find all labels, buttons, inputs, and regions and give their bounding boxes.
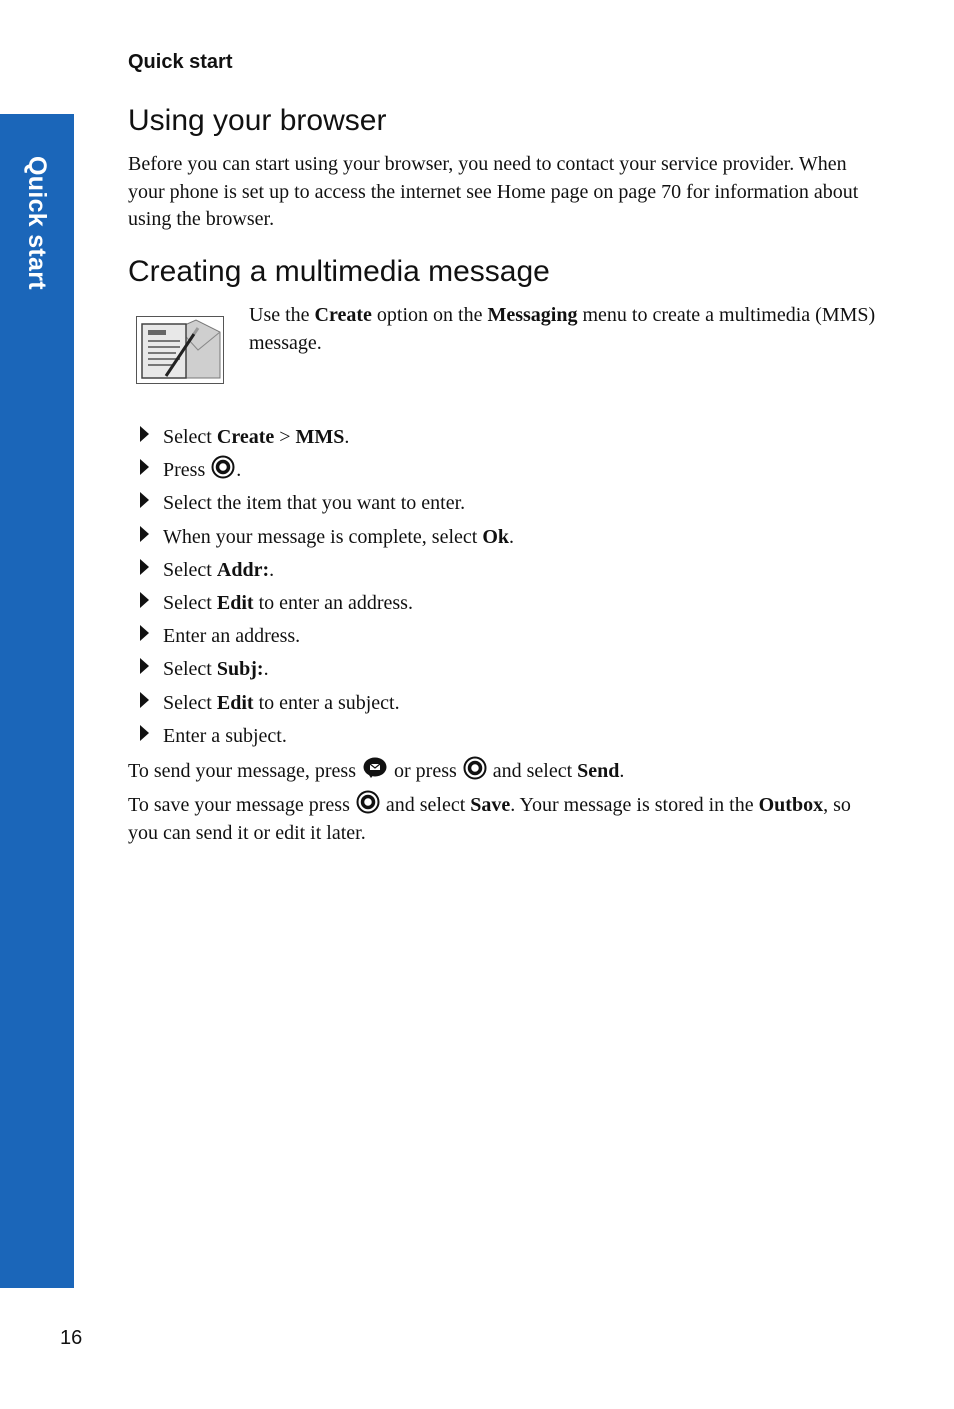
intro-create: Create	[314, 304, 372, 326]
heading-creating-mms: Creating a multimedia message	[128, 255, 550, 288]
list-item: Select Edit to enter an address.	[128, 587, 514, 620]
list-item: Enter a subject.	[128, 720, 514, 753]
list-item: Select Create > MMS.	[128, 421, 514, 454]
list-item: Select Edit to enter a subject.	[128, 687, 514, 720]
sidebar-label: Quick start	[23, 156, 51, 290]
browser-paragraph: Before you can start using your browser, you need to contact your service provider. When your phone is set up to access the internet see Home page on page 70 for information about using the browser.	[128, 153, 859, 230]
bullet-arrow-icon	[140, 725, 149, 741]
list-item: Enter an address.	[128, 620, 514, 653]
bullet-arrow-icon	[140, 592, 149, 608]
bullet-arrow-icon	[140, 426, 149, 442]
list-item: When your message is complete, select Ok.	[128, 521, 514, 554]
list-item: Press .	[128, 454, 514, 487]
running-header: Quick start	[128, 51, 233, 73]
step-list	[128, 421, 514, 753]
save-paragraph: To save your message press and select Save. Your message is stored in the Outbox, so you can send it or edit it later.	[128, 790, 878, 847]
nav-key-icon	[211, 455, 235, 479]
nav-key-icon	[463, 756, 487, 780]
list-item: Select the item that you want to enter.	[128, 487, 514, 520]
bullet-arrow-icon	[140, 692, 149, 708]
list-item: Select Addr:.	[128, 554, 514, 587]
intro-text: menu to create a multimedia (MMS) message.	[249, 304, 876, 354]
mms-message-icon	[136, 316, 224, 384]
bullet-arrow-icon	[140, 459, 149, 475]
nav-key-icon	[356, 790, 380, 814]
bullet-arrow-icon	[140, 625, 149, 641]
bullet-arrow-icon	[140, 492, 149, 508]
bullet-arrow-icon	[140, 658, 149, 674]
page-number: 16	[60, 1327, 83, 1349]
mms-intro	[249, 302, 879, 357]
send-paragraph: To send your message, press or press and select Send.	[128, 756, 878, 786]
intro-text: Use the	[249, 304, 315, 326]
bullet-arrow-icon	[140, 559, 149, 575]
bullet-arrow-icon	[140, 526, 149, 542]
heading-using-browser: Using your browser	[128, 104, 387, 137]
intro-messaging: Messaging	[487, 304, 578, 326]
send-key-icon	[362, 756, 388, 780]
sidebar-tab	[0, 114, 74, 1288]
intro-text: option on the	[371, 304, 488, 326]
list-item: Select Subj:.	[128, 653, 514, 686]
